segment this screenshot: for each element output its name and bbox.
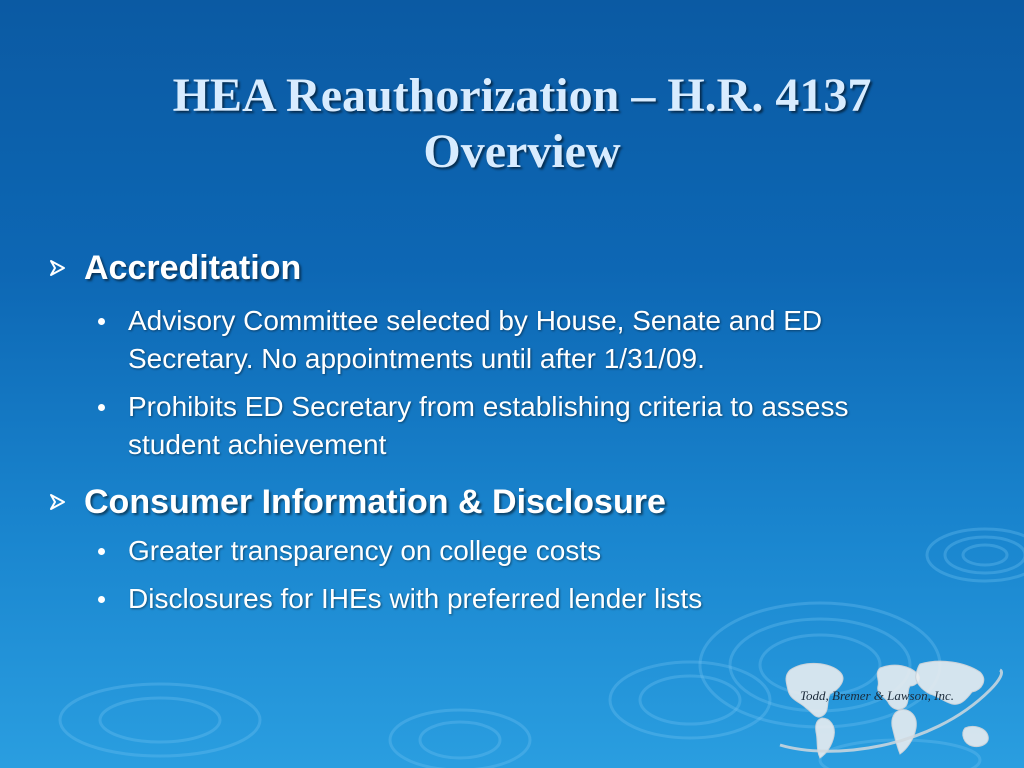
- world-map-logo: [760, 650, 1010, 760]
- list-item: [94, 532, 948, 570]
- bullet-text: Advisory Committee selected by House, Senate and ED Secretary. No appointments until after 1/31/09.: [128, 305, 823, 374]
- dot-icon: [94, 302, 128, 340]
- arrowhead-icon: [48, 482, 84, 522]
- section-heading-accreditation: [48, 248, 948, 288]
- company-name: Todd, Bremer & Lawson, Inc.: [800, 688, 954, 703]
- section-heading-consumer-information: [48, 482, 948, 522]
- list-item: [94, 388, 948, 464]
- list-item: [94, 302, 948, 378]
- title-line-2: Overview: [423, 125, 621, 178]
- section-heading-label: Accreditation: [84, 249, 302, 287]
- section-heading-label: Consumer Information & Disclosure: [84, 483, 666, 521]
- bullet-text: Disclosures for IHEs with preferred lender lists: [128, 583, 703, 614]
- arrowhead-icon: [48, 248, 84, 288]
- title-line-1: HEA Reauthorization – H.R. 4137: [172, 69, 872, 122]
- bullet-text: Prohibits ED Secretary from establishing criteria to assess student achievement: [128, 391, 849, 460]
- dot-icon: [94, 532, 128, 570]
- dot-icon: [94, 580, 128, 618]
- dot-icon: [94, 388, 128, 426]
- slide-title: [20, 68, 1024, 180]
- bullet-list: [48, 248, 948, 618]
- list-item: [94, 580, 948, 618]
- bullet-text: Greater transparency on college costs: [128, 535, 602, 566]
